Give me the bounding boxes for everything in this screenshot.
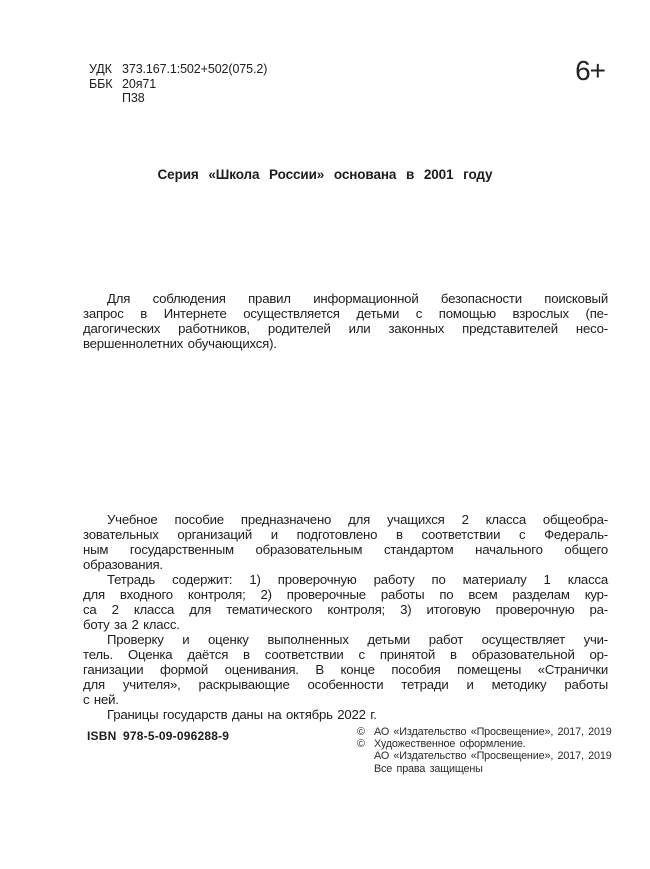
text-line: образования. xyxy=(83,557,163,572)
classification-block xyxy=(89,62,267,106)
text-line: зовательных организаций и подготовлено в соответствии с Федераль- xyxy=(83,527,608,542)
text-line: боту за 2 класс. xyxy=(83,617,180,632)
bbk-value: 20я71 xyxy=(122,76,157,91)
copyright-text: АО «Издательство «Просвещение», 2017, 2019 xyxy=(374,726,612,738)
text-line: Проверку и оценку выполненных детьми работ осуществляет учи- xyxy=(107,632,608,647)
annotation-paragraph-audience xyxy=(83,512,608,572)
text-line: са 2 класса для тематического контроля; 3) итоговую проверочную ра- xyxy=(83,602,608,617)
copyright-text: АО «Издательство «Просвещение», 2017, 2019 xyxy=(374,750,612,763)
text-line: ганизации формой оценивания. В конце пособия помещены «Странички xyxy=(83,662,608,677)
text-line: запрос в Интернете осуществляется детьми с помощью взрослых (пе- xyxy=(83,306,608,321)
copyright-line xyxy=(357,738,612,750)
annotation-paragraph-assessment xyxy=(83,632,608,707)
copyright-text: Все права защищены xyxy=(374,762,483,775)
info-safety-paragraph xyxy=(83,291,608,351)
text-line: дагогических работников, родителей или законных представителей несо- xyxy=(83,321,608,336)
text-line: Для соблюдения правил информационной безопасности поисковый xyxy=(107,291,608,306)
author-sign: П38 xyxy=(122,91,145,105)
copyright-text: Художественное оформление. xyxy=(374,738,526,751)
copyright-line xyxy=(357,726,612,738)
text-line: тель. Оценка даётся в соответствии с принятой в образовательной ор- xyxy=(83,647,608,662)
text-line: с ней. xyxy=(83,692,119,707)
udk-value: 373.167.1:502+502(075.2) xyxy=(122,62,268,76)
author-sign-row xyxy=(89,91,267,106)
copyright-sign: © xyxy=(357,738,365,751)
text-line: Тетрадь содержит: 1) проверочную работу по материалу 1 класса xyxy=(107,572,608,587)
annotation-block xyxy=(83,512,608,722)
udk-row xyxy=(89,62,267,77)
text-line: для учителя», раскрывающие особенности тетради и методику работы xyxy=(83,677,608,692)
copyright-sign-spacer xyxy=(357,763,374,775)
copyright-line xyxy=(357,750,612,762)
text-line: для входного контроля; 2) проверочные работы по всем разделам кур- xyxy=(83,587,608,602)
text-line: Учебное пособие предназначено для учащихся 2 класса общеобра- xyxy=(107,512,608,527)
copyright-block xyxy=(357,726,612,775)
annotation-paragraph-borders xyxy=(83,707,608,722)
age-rating-badge: 6+ xyxy=(575,55,605,86)
author-sign-spacer xyxy=(89,91,122,106)
bbk-label: ББК xyxy=(89,76,113,91)
bbk-row xyxy=(89,77,267,92)
copyright-line xyxy=(357,763,612,775)
annotation-paragraph-contents xyxy=(83,572,608,632)
text-line: ным государственным образовательным стандартом начального общего xyxy=(83,542,608,557)
isbn: ISBN 978-5-09-096288-9 xyxy=(87,729,230,743)
text-line: Границы государств даны на октябрь 2022 г. xyxy=(107,707,377,722)
copyright-sign: © xyxy=(357,726,365,738)
copyright-sign-spacer xyxy=(357,750,374,762)
text-line: вершеннолетних обучающихся). xyxy=(83,336,277,351)
series-line: Серия «Школа России» основана в 2001 году xyxy=(157,167,493,182)
udk-label: УДК xyxy=(89,62,112,76)
